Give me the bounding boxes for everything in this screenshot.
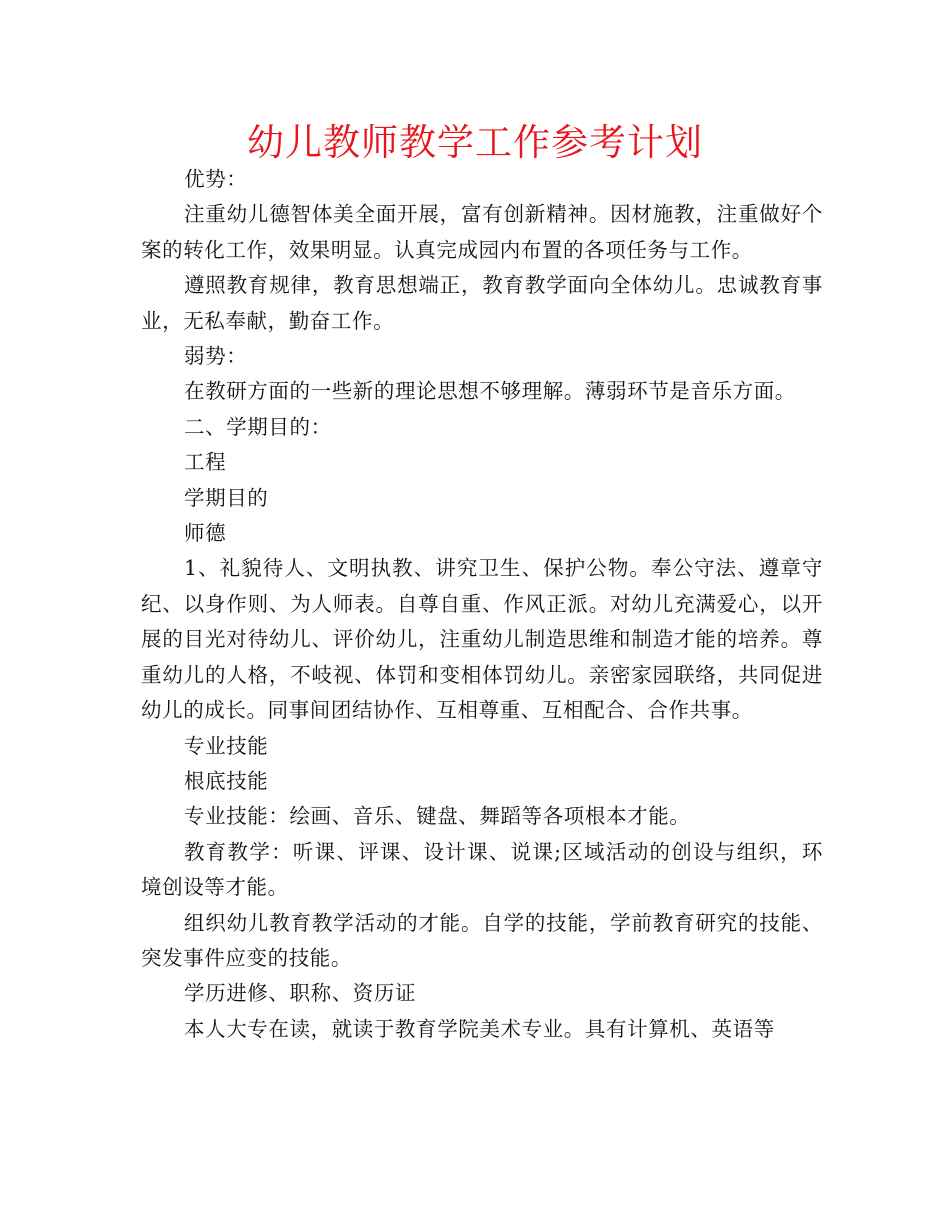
paragraph: 学期目的 (184, 485, 269, 510)
paragraph: 注重幼儿德智体美全面开展，富有创新精神。因材施教，注重做好个案的转化工作，效果明显。认真完成园内布置的各项任务与工作。 (141, 202, 823, 262)
document-body (141, 162, 823, 1047)
paragraph: 在教研方面的一些新的理论思想不够理解。薄弱环节是音乐方面。 (184, 379, 796, 404)
paragraph: 二、学期目的： (184, 414, 332, 439)
paragraph: 工程 (184, 450, 227, 475)
paragraph: 教育教学：听课、评课、设计课、说课;区域活动的创设与组织，环境创设等才能。 (141, 839, 823, 900)
paragraph: 组织幼儿教育教学活动的才能。自学的技能，学前教育研究的技能、突发事件应变的技能。 (141, 910, 823, 970)
document-title: 幼儿教师教学工作参考计划 (247, 121, 703, 164)
paragraph: 优势： (184, 167, 248, 191)
paragraph: 师德 (184, 521, 227, 546)
paragraph: 根底技能 (184, 768, 269, 793)
paragraph: 专业技能 (184, 733, 269, 758)
paragraph: 专业技能：绘画、音乐、键盘、舞蹈等各项根本才能。 (184, 804, 691, 829)
paragraph: 学历进修、职称、资历证 (184, 981, 417, 1006)
paragraph: 本人大专在读，就读于教育学院美术专业。具有计算机、英语等 (184, 1016, 775, 1041)
paragraph: 弱势： (184, 344, 248, 369)
paragraph: 1、礼貌待人、文明执教、讲究卫生、保护公物。奉公守法、遵章守纪、以身作则、为人师表。自尊自重、作风正派。对幼儿充满爱心，以开展的目光对待幼儿、评价幼儿，注重幼儿制造思维和制造才能的培养。尊重幼儿的人格，不岐视、体罚和变相体罚幼儿。亲密家园联络，共同促进幼儿的成长。同事间团结协作、互相尊重、互相配合、合作共事。 (141, 556, 823, 723)
paragraph: 遵照教育规律，教育思想端正，教育教学面向全体幼儿。忠诚教育事业，无私奉献，勤奋工作。 (141, 273, 823, 333)
